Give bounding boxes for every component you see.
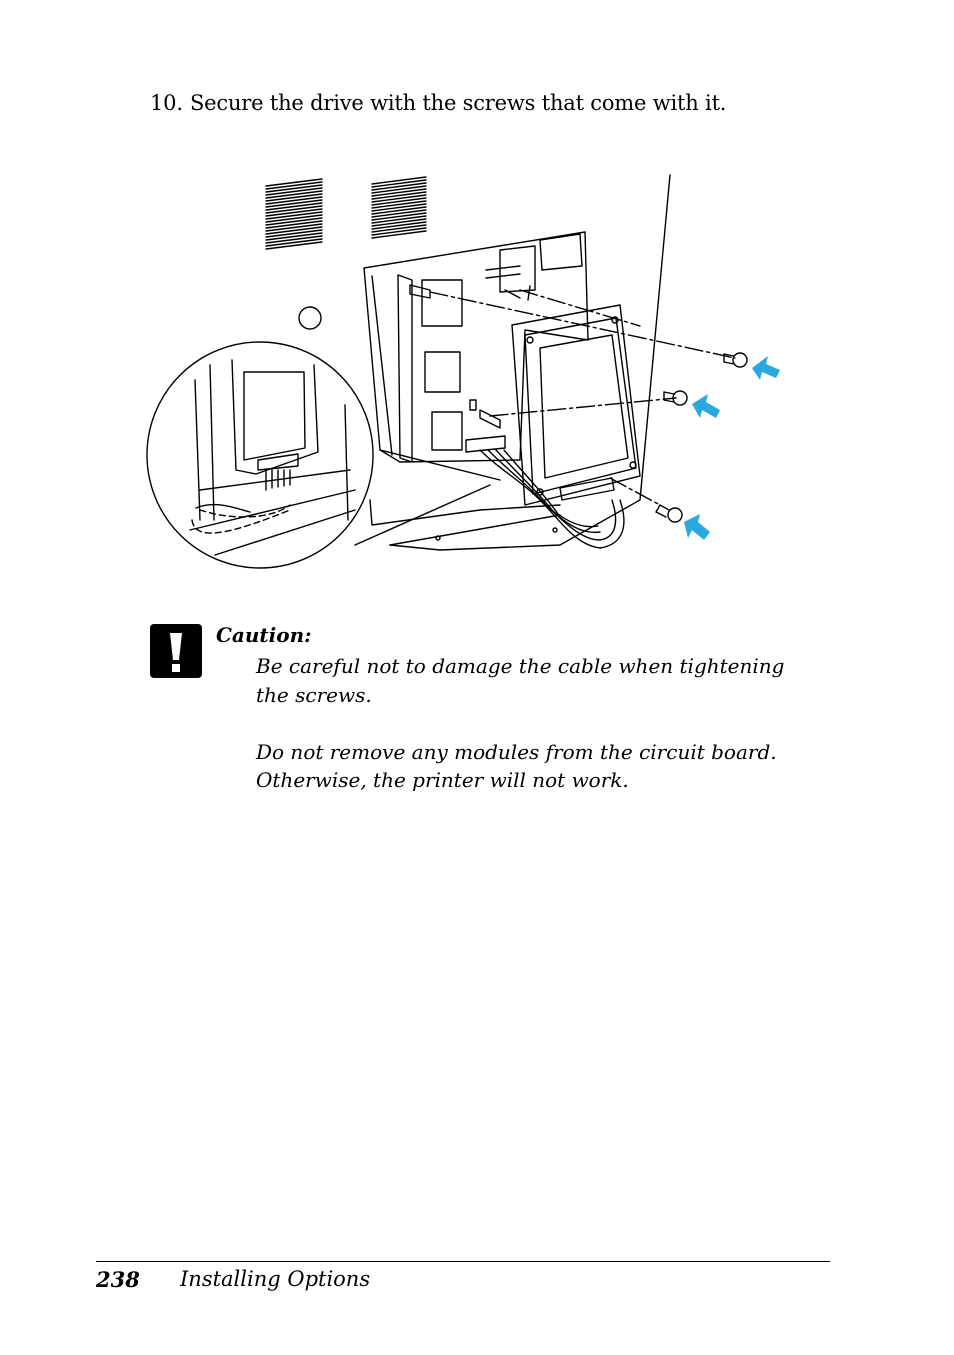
caution-icon bbox=[150, 624, 202, 678]
step-number: 10. bbox=[150, 91, 183, 115]
section-title: Installing Options bbox=[180, 1267, 371, 1291]
circuit-board bbox=[364, 232, 588, 462]
caution-body bbox=[256, 652, 816, 823]
screw-icon bbox=[656, 353, 747, 522]
blue-arrow-icon bbox=[684, 356, 780, 540]
vent-slots-left bbox=[266, 179, 322, 249]
hard-drive-installation-figure bbox=[140, 165, 820, 585]
magnified-detail-circle bbox=[147, 342, 500, 568]
step-10 bbox=[150, 91, 726, 115]
caution-paragraph: Be careful not to damage the cable when tightening the screws. bbox=[256, 654, 785, 707]
caution-paragraph: Do not remove any modules from the circuit board. Otherwise, the printer will not work. bbox=[256, 739, 777, 792]
step-text: Secure the drive with the screws that come with it. bbox=[190, 91, 727, 115]
page-number: 238 bbox=[96, 1267, 140, 1292]
knob bbox=[299, 307, 321, 329]
guide-lines bbox=[430, 290, 735, 505]
hard-drive bbox=[512, 305, 640, 505]
footer-divider bbox=[96, 1261, 830, 1262]
caution-title: Caution: bbox=[216, 623, 312, 647]
vent-slots-right bbox=[372, 177, 426, 238]
